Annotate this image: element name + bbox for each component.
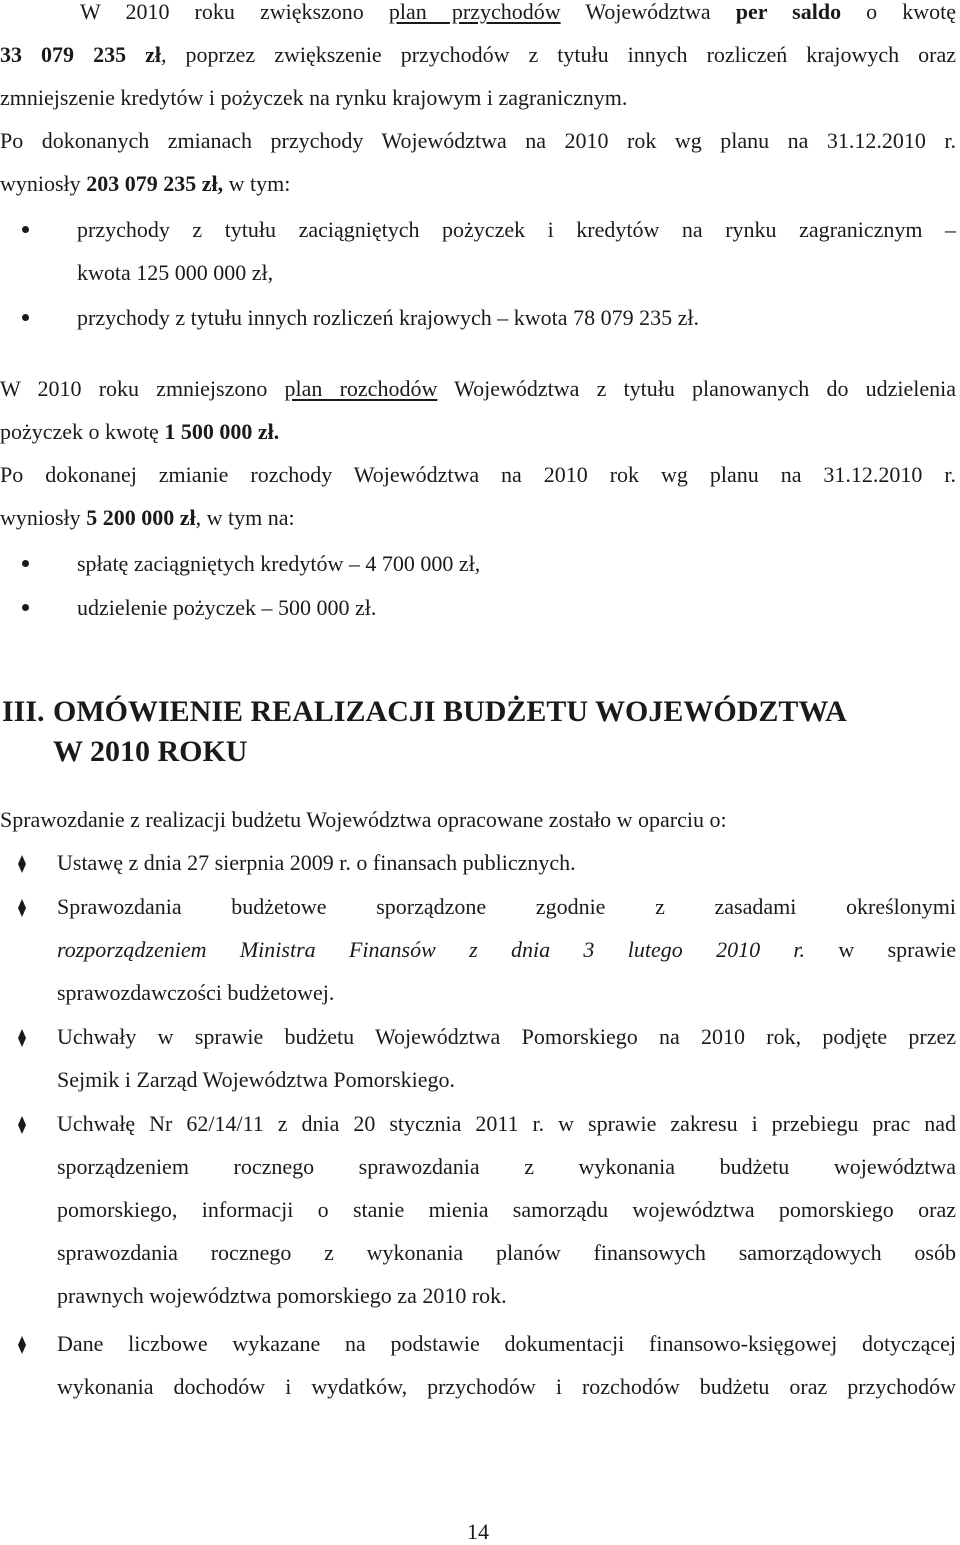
section-title: W 2010 ROKU	[53, 735, 248, 768]
list-item-text: przychody z tytułu zaciągniętych pożyczek i kredytów na rynku zagranicznym –	[77, 217, 956, 242]
diamond-bullet-icon	[14, 898, 30, 918]
bullet-icon	[22, 314, 29, 321]
list-item-text: sprawozdania rocznego z wykonania planów finansowych samorządowych osób	[57, 1240, 956, 1265]
paragraph-line: Sprawozdanie z realizacji budżetu Województwa opracowane zostało w oparciu o:	[0, 807, 727, 832]
paragraph-line: W 2010 roku zwiększono plan przychodów Województwa per saldo o kwotę	[80, 0, 957, 24]
expenditure-plan-link: plan rozchodów	[284, 376, 438, 401]
expenditure-plan-paragraph	[0, 367, 956, 539]
section-title: OMÓWIENIE REALIZACJI BUDŻETU WOJEWÓDZTWA	[53, 695, 847, 728]
list-item	[0, 1015, 956, 1101]
list-item-text: wykonania dochodów i wydatków, przychodów i rozchodów budżetu oraz przychodów	[57, 1374, 956, 1399]
list-item-text: pomorskiego, informacji o stanie mienia samorządu województwa pomorskiego oraz	[57, 1197, 956, 1222]
list-item-text: Ustawę z dnia 27 sierpnia 2009 r. o finansach publicznych.	[57, 850, 576, 875]
list-item	[0, 1102, 956, 1318]
list-item-text: prawnych województwa pomorskiego za 2010 rok.	[57, 1283, 507, 1308]
list-item-text: Sprawozdania budżetowe sporządzone zgodnie z zasadami określonymi	[57, 894, 956, 919]
revenue-plan-paragraph	[0, 0, 956, 205]
list-item-text: Uchwałę Nr 62/14/11 z dnia 20 stycznia 2011 r. w sprawie zakresu i przebiegu prac nad	[57, 1111, 956, 1136]
list-item-text: przychody z tytułu innych rozliczeń krajowych – kwota 78 079 235 zł.	[77, 305, 699, 330]
list-item	[0, 586, 956, 630]
list-item-text: sprawozdawczości budżetowej.	[57, 980, 335, 1005]
list-item	[0, 841, 956, 884]
list-item	[0, 542, 956, 586]
bullet-icon	[22, 226, 29, 233]
paragraph-line: 33 079 235 zł, poprzez zwiększenie przychodów z tytułu innych rozliczeń krajowych oraz	[0, 42, 956, 67]
diamond-bullet-icon	[14, 854, 30, 874]
list-item-text: spłatę zaciągniętych kredytów – 4 700 000 zł,	[77, 551, 481, 576]
section-number: III.	[2, 695, 45, 728]
paragraph-line: Po dokonanej zmianie rozchody Województwa na 2010 rok wg planu na 31.12.2010 r.	[0, 462, 956, 487]
paragraph-line: pożyczek o kwotę 1 500 000 zł.	[0, 419, 280, 444]
list-item	[0, 1322, 956, 1408]
paragraph-line: wyniosły 203 079 235 zł, w tym:	[0, 171, 291, 196]
list-item-text: sporządzeniem rocznego sprawozdania z wykonania budżetu województwa	[57, 1154, 956, 1179]
bullet-icon	[22, 560, 29, 567]
list-item	[0, 885, 956, 1014]
revenue-plan-link: plan przychodów	[388, 0, 561, 24]
paragraph-line: Po dokonanych zmianach przychody Województwa na 2010 rok wg planu na 31.12.2010 r.	[0, 128, 956, 153]
page-number: 14	[467, 1519, 489, 1544]
list-item-text: udzielenie pożyczek – 500 000 zł.	[77, 595, 377, 620]
list-item-text: Sejmik i Zarząd Województwa Pomorskiego.	[57, 1067, 456, 1092]
list-item	[0, 296, 956, 340]
paragraph-line: wyniosły 5 200 000 zł, w tym na:	[0, 505, 295, 530]
paragraph-line: zmniejszenie kredytów i pożyczek na rynku krajowym i zagranicznym.	[0, 85, 628, 110]
intro-paragraph	[0, 798, 956, 841]
paragraph-line: W 2010 roku zmniejszono plan rozchodów Województwa z tytułu planowanych do udzielenia	[0, 376, 957, 401]
list-item-text: Uchwały w sprawie budżetu Województwa Pomorskiego na 2010 rok, podjęte przez	[57, 1024, 956, 1049]
section-heading	[0, 692, 956, 772]
list-item-text: Dane liczbowe wykazane na podstawie dokumentacji finansowo-księgowej dotyczącej	[57, 1331, 956, 1356]
diamond-bullet-icon	[14, 1115, 30, 1135]
list-item-text: rozporządzeniem Ministra Finansów z dnia 3 lutego 2010 r. w sprawie	[57, 937, 956, 962]
diamond-bullet-icon	[14, 1028, 30, 1048]
list-item-text: kwota 125 000 000 zł,	[77, 260, 274, 285]
list-item	[0, 208, 956, 296]
diamond-bullet-icon	[14, 1335, 30, 1355]
bullet-icon	[22, 604, 29, 611]
